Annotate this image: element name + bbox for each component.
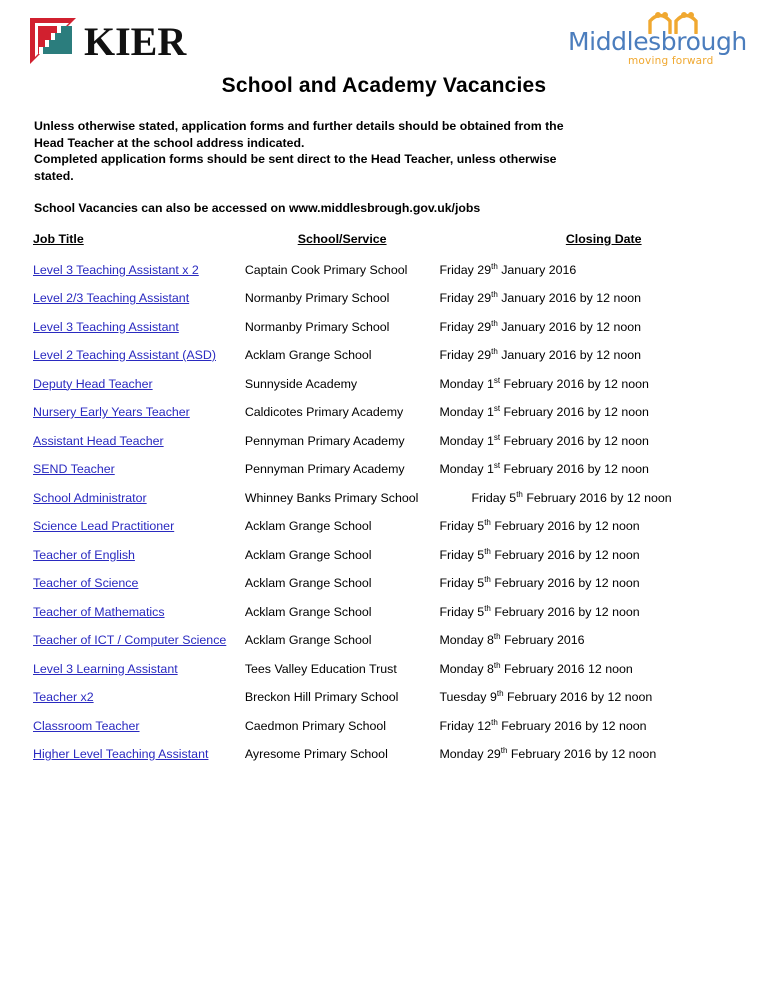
vacancy-closing-date-cell — [439, 405, 768, 434]
job-title-link[interactable]: Level 2 Teaching Assistant (ASD) — [33, 348, 216, 362]
middlesbrough-tagline: moving forward — [628, 55, 714, 67]
closing-date-ordinal: st — [493, 403, 501, 413]
vacancy-job-title-cell — [0, 747, 245, 776]
closing-date-ordinal: th — [484, 517, 491, 527]
closing-date-day: Monday 1 — [439, 462, 494, 476]
closing-date-ordinal: th — [491, 318, 498, 328]
middlesbrough-wordmark: Middlesbrough — [568, 27, 747, 56]
closing-date-day: Friday 29 — [439, 262, 492, 277]
vacancy-closing-date-cell — [439, 719, 768, 748]
table-row — [0, 405, 768, 434]
vacancy-school-cell: Acklam Grange School — [244, 348, 372, 362]
job-title-link[interactable]: Level 3 Teaching Assistant — [33, 319, 179, 334]
column-header-school-service-label: School/Service — [297, 231, 387, 246]
kier-logo — [28, 16, 200, 68]
intro-line-3: Completed application forms should be sent direct to the Head Teacher, unless otherwise — [34, 152, 557, 166]
closing-date-ordinal: th — [491, 717, 498, 727]
closing-date-rest: February 2016 by 12 noon — [500, 405, 649, 419]
closing-date-rest: February 2016 by 12 noon — [490, 576, 640, 590]
vacancy-job-title-cell — [0, 320, 245, 349]
vacancy-school-cell: Acklam Grange School — [244, 633, 372, 647]
vacancy-closing-date-cell — [439, 462, 768, 491]
closing-date-ordinal: th — [493, 660, 501, 670]
vacancy-school-cell: Tees Valley Education Trust — [244, 661, 397, 676]
closing-date-day: Friday 12 — [439, 718, 492, 733]
intro-line-2: Head Teacher at the school address indicated. — [34, 135, 305, 150]
table-row — [0, 605, 768, 634]
vacancy-job-title-cell — [0, 633, 245, 662]
table-row — [0, 377, 768, 406]
closing-date-ordinal: th — [491, 346, 498, 356]
table-row — [0, 348, 768, 377]
job-title-link[interactable]: Level 3 Teaching Assistant x 2 — [33, 262, 199, 277]
closing-date-day: Friday 29 — [439, 319, 492, 334]
closing-date-day: Monday 1 — [439, 433, 494, 448]
vacancies-table — [0, 232, 768, 776]
table-row — [0, 462, 768, 491]
table-row — [0, 320, 768, 349]
vacancy-school-cell: Ayresome Primary School — [244, 747, 388, 761]
vacancy-school-cell: Normanby Primary School — [244, 291, 390, 305]
intro-text — [34, 118, 732, 217]
vacancy-closing-date-cell — [439, 605, 768, 634]
table-row — [0, 291, 768, 320]
vacancy-school-cell: Normanby Primary School — [244, 319, 390, 334]
closing-date-day: Monday 8 — [439, 633, 494, 647]
closing-date-rest: February 2016 — [500, 633, 585, 647]
table-row — [0, 633, 768, 662]
vacancy-school-cell: Acklam Grange School — [244, 519, 372, 533]
vacancy-school-cell: Captain Cook Primary School — [244, 262, 408, 277]
closing-date-ordinal: th — [484, 546, 491, 556]
vacancy-job-title-cell — [0, 662, 245, 691]
vacancy-job-title-cell — [0, 263, 245, 292]
job-title-link[interactable]: Teacher of English — [33, 547, 135, 562]
page-title: School and Academy Vacancies — [221, 74, 547, 97]
closing-date-ordinal: th — [493, 631, 501, 641]
closing-date-ordinal: th — [484, 574, 491, 584]
vacancy-job-title-cell — [0, 605, 245, 634]
closing-date-day: Monday 1 — [439, 376, 494, 391]
vacancy-job-title-cell — [0, 719, 245, 748]
job-title-link[interactable]: Classroom Teacher — [33, 718, 140, 733]
job-title-link[interactable]: Teacher of Science — [33, 576, 139, 590]
vacancy-closing-date-cell — [439, 633, 768, 662]
job-title-link[interactable]: Science Lead Practitioner — [33, 519, 175, 533]
closing-date-rest: February 2016 by 12 noon — [522, 490, 672, 505]
vacancy-job-title-cell — [0, 519, 245, 548]
vacancy-school-cell: Caedmon Primary School — [244, 718, 387, 733]
intro-line-4: stated. — [34, 168, 74, 183]
table-row — [0, 719, 768, 748]
job-title-link[interactable]: Teacher of ICT / Computer Science — [33, 633, 227, 647]
closing-date-ordinal: th — [484, 603, 491, 613]
closing-date-day: Monday 29 — [439, 747, 501, 761]
closing-date-rest: February 2016 by 12 noon — [490, 547, 640, 562]
job-title-link[interactable]: School Administrator — [33, 490, 147, 505]
vacancy-job-title-cell — [0, 377, 245, 406]
vacancy-school-cell: Acklam Grange School — [244, 604, 372, 619]
vacancy-job-title-cell — [0, 491, 245, 520]
job-title-link[interactable]: Deputy Head Teacher — [33, 376, 153, 391]
vacancy-closing-date-cell — [439, 690, 768, 719]
vacancy-job-title-cell — [0, 548, 245, 577]
closing-date-day: Monday 8 — [439, 661, 494, 676]
job-title-link[interactable]: Higher Level Teaching Assistant — [33, 747, 209, 761]
closing-date-rest: February 2016 by 12 noon — [500, 376, 649, 391]
vacancy-closing-date-cell — [439, 291, 768, 320]
vacancy-closing-date-cell — [439, 263, 768, 292]
table-row — [0, 491, 768, 520]
vacancy-school-cell: Acklam Grange School — [244, 576, 372, 590]
vacancy-school-cell: Breckon Hill Primary School — [244, 690, 399, 704]
table-row — [0, 576, 768, 605]
column-header-job-title-label: Job Title — [33, 231, 84, 246]
job-title-link[interactable]: SEND Teacher — [33, 462, 115, 476]
vacancy-closing-date-cell — [439, 348, 768, 377]
vacancy-school-cell: Sunnyside Academy — [244, 376, 358, 391]
job-title-link[interactable]: Assistant Head Teacher — [33, 433, 164, 448]
intro-line-1: Unless otherwise stated, application forms and further details should be obtained from the — [34, 119, 564, 133]
closing-date-rest: February 2016 12 noon — [500, 661, 633, 676]
closing-date-day: Friday 5 — [439, 519, 485, 533]
vacancy-school-cell: Acklam Grange School — [244, 547, 372, 562]
vacancy-job-title-cell — [0, 291, 245, 320]
closing-date-ordinal: th — [491, 289, 498, 299]
vacancy-closing-date-cell — [439, 491, 768, 520]
vacancy-school-cell: Caldicotes Primary Academy — [244, 405, 404, 419]
intro-spacer — [34, 184, 732, 200]
middlesbrough-logo — [568, 8, 747, 70]
vacancy-closing-date-cell — [439, 320, 768, 349]
closing-date-day: Friday 5 — [439, 604, 485, 619]
closing-date-day: Tuesday 9 — [439, 690, 497, 704]
closing-date-rest: January 2016 by 12 noon — [497, 348, 642, 362]
column-header-closing-date-label: Closing Date — [565, 231, 642, 246]
vacancy-job-title-cell — [0, 690, 245, 719]
vacancy-job-title-cell — [0, 348, 245, 377]
vacancy-school-cell: Pennyman Primary Academy — [244, 433, 405, 448]
vacancy-closing-date-cell — [439, 747, 768, 776]
table-row — [0, 662, 768, 691]
closing-date-ordinal: th — [491, 261, 498, 271]
vacancy-closing-date-cell — [439, 662, 768, 691]
column-header-job-title — [0, 232, 245, 263]
closing-date-day: Friday 29 — [439, 291, 492, 305]
closing-date-rest: February 2016 by 12 noon — [497, 718, 647, 733]
vacancy-school-cell: Pennyman Primary Academy — [244, 462, 405, 476]
table-row — [0, 519, 768, 548]
closing-date-day: Friday 29 — [439, 348, 492, 362]
closing-date-rest: February 2016 by 12 noon — [490, 604, 640, 619]
job-title-link[interactable]: Nursery Early Years Teacher — [33, 405, 190, 419]
closing-date-rest: February 2016 by 12 noon — [490, 519, 640, 533]
column-header-closing-date — [439, 232, 768, 263]
vacancy-closing-date-cell — [439, 576, 768, 605]
closing-date-day: Monday 1 — [439, 405, 494, 419]
table-row — [0, 434, 768, 463]
closing-date-day: Friday 5 — [439, 576, 485, 590]
closing-date-rest: January 2016 by 12 noon — [497, 319, 642, 334]
closing-date-ordinal: st — [493, 432, 501, 442]
job-title-link[interactable]: Level 3 Learning Assistant — [33, 661, 178, 676]
closing-date-rest: February 2016 by 12 noon — [503, 690, 653, 704]
closing-date-rest: February 2016 by 12 noon — [500, 433, 649, 448]
vacancy-job-title-cell — [0, 405, 245, 434]
closing-date-ordinal: th — [516, 489, 523, 499]
vacancy-closing-date-cell — [439, 548, 768, 577]
closing-date-rest: January 2016 by 12 noon — [497, 291, 642, 305]
job-title-link[interactable]: Teacher x2 — [33, 690, 94, 704]
closing-date-day: Friday 5 — [471, 490, 517, 505]
vacancy-closing-date-cell — [439, 519, 768, 548]
table-row — [0, 747, 768, 776]
table-header — [0, 232, 768, 263]
closing-date-ordinal: st — [493, 460, 501, 470]
table-row — [0, 690, 768, 719]
closing-date-ordinal: th — [500, 745, 508, 755]
header-logo-band — [0, 0, 768, 72]
table-row — [0, 263, 768, 292]
vacancy-closing-date-cell — [439, 434, 768, 463]
closing-date-rest: February 2016 by 12 noon — [507, 747, 657, 761]
vacancy-school-cell: Whinney Banks Primary School — [244, 490, 419, 505]
table-header-row — [0, 232, 768, 263]
vacancy-job-title-cell — [0, 576, 245, 605]
closing-date-ordinal: st — [493, 375, 501, 385]
closing-date-day: Friday 5 — [439, 547, 485, 562]
closing-date-ordinal: th — [496, 688, 504, 698]
vacancy-closing-date-cell — [439, 377, 768, 406]
kier-triangle-steps-icon — [28, 16, 78, 66]
job-title-link[interactable]: Level 2/3 Teaching Assistant — [33, 291, 190, 305]
closing-date-rest: January 2016 — [497, 262, 577, 277]
table-body — [0, 263, 768, 776]
closing-date-rest: February 2016 by 12 noon — [500, 462, 649, 476]
vacancy-job-title-cell — [0, 434, 245, 463]
job-title-link[interactable]: Teacher of Mathematics — [33, 604, 165, 619]
column-header-school-service — [245, 232, 440, 263]
table-row — [0, 548, 768, 577]
intro-website-line: School Vacancies can also be accessed on www.middlesbrough.gov.uk/jobs — [34, 201, 481, 215]
kier-wordmark: KIER — [84, 19, 187, 64]
vacancy-job-title-cell — [0, 462, 245, 491]
